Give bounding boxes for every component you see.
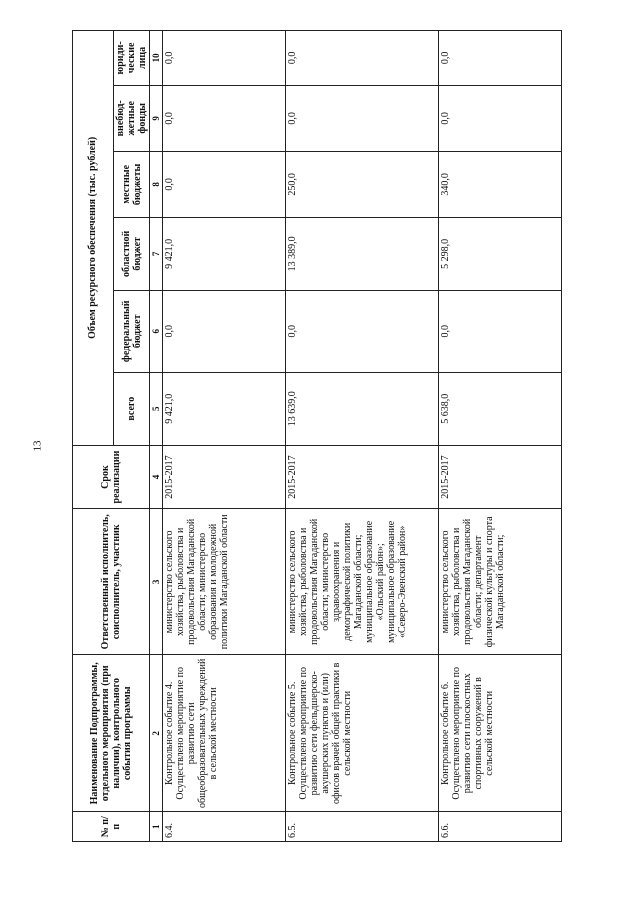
column-number: 6 (150, 290, 162, 372)
row-name: Контрольное событие 4. Осуществлено мероприятие по развитию сети общеобразовательных учреждений в сельской местности (162, 655, 285, 812)
column-number: 4 (150, 445, 162, 509)
row-term: 2015-2017 (162, 445, 285, 509)
column-number: 8 (150, 151, 162, 217)
row-regional: 5 298,0 (438, 217, 561, 290)
row-offbudget: 0,0 (162, 85, 285, 151)
row-local: 340,0 (438, 151, 561, 217)
table-row (285, 31, 438, 842)
row-federal: 0,0 (162, 290, 285, 372)
column-number: 7 (150, 217, 162, 290)
row-legal: 0,0 (285, 31, 438, 86)
row-executor: министерство сельского хозяйства, рыболовства и продовольствия Магаданской области; министерство образования и молодежной политики Магаданской области (162, 509, 285, 655)
rotated-table-wrapper (72, 30, 562, 842)
header-row-1 (73, 31, 114, 842)
header-regional: областной бюджет (113, 217, 150, 290)
row-federal: 0,0 (285, 290, 438, 372)
row-term: 2015-2017 (285, 445, 438, 509)
column-number: 1 (150, 812, 162, 842)
header-legal: юриди-ческие лица (113, 31, 150, 86)
column-number: 2 (150, 655, 162, 812)
header-term: Срок реализации (73, 445, 150, 509)
row-total: 9 421,0 (162, 372, 285, 445)
row-local: 0,0 (162, 151, 285, 217)
header-num: № п/п (73, 812, 150, 842)
column-number: 3 (150, 509, 162, 655)
row-legal: 0,0 (438, 31, 561, 86)
row-num: 6.5. (285, 812, 438, 842)
row-legal: 0,0 (162, 31, 285, 86)
row-local: 250,0 (285, 151, 438, 217)
funding-table (72, 30, 562, 842)
row-regional: 13 389,0 (285, 217, 438, 290)
row-executor: министерство сельского хозяйства, рыболовства и продовольствия Магаданской области; министерство здравоохранения и демографической политики Магаданской области; муниципальное образование «Ольский район»; муниципальное образование «Северо-Эвенский район» (285, 509, 438, 655)
row-total: 5 638,0 (438, 372, 561, 445)
column-number: 9 (150, 85, 162, 151)
row-term: 2015-2017 (438, 445, 561, 509)
row-name: Контрольное событие 6. Осуществлено мероприятие по развитию сети плоскостных спортивных сооружений в сельской местности (438, 655, 561, 812)
column-number-row (150, 31, 162, 842)
header-offbudget: внебюд-жетные фонды (113, 85, 150, 151)
row-federal: 0,0 (438, 290, 561, 372)
row-num: 6.6. (438, 812, 561, 842)
row-executor: министерство сельского хозяйства, рыболовства и продовольствия Магаданской области; департамент физической культуры и спорта Магаданской области; (438, 509, 561, 655)
row-offbudget: 0,0 (438, 85, 561, 151)
header-name: Наименование Подпрограммы, отдельного мероприятия (при наличии), контрольного события программы (73, 655, 150, 812)
row-regional: 9 421,0 (162, 217, 285, 290)
table-row (438, 31, 561, 842)
header-funding: Объем ресурсного обеспечения (тыс. рублей) (73, 31, 114, 446)
page-number: 13 (31, 440, 44, 452)
row-total: 13 639,0 (285, 372, 438, 445)
header-local: местные бюджеты (113, 151, 150, 217)
table-row (162, 31, 285, 842)
header-total: всего (113, 372, 150, 445)
column-number: 5 (150, 372, 162, 445)
column-number: 10 (150, 31, 162, 86)
row-name: Контрольное событие 5. Осуществлено мероприятие по развитию сети фельдшерско-акушерских пунктов и (или) офисов врачей общей практики в сельской местности (285, 655, 438, 812)
row-offbudget: 0,0 (285, 85, 438, 151)
header-executor: Ответственный исполнитель, соисполнитель, участник (73, 509, 150, 655)
row-num: 6.4. (162, 812, 285, 842)
header-federal: федеральный бюджет (113, 290, 150, 372)
